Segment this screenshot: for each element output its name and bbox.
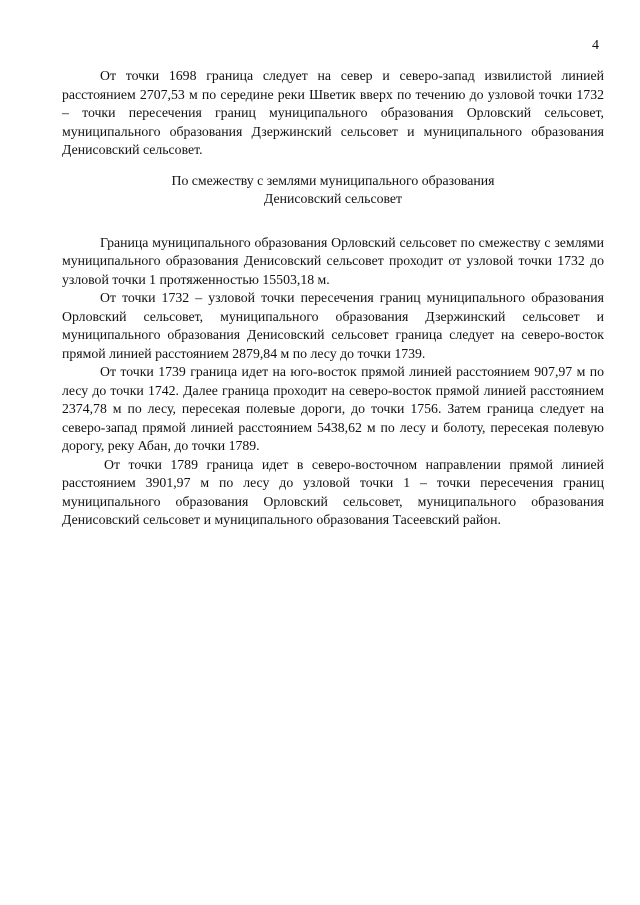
page-number: 4: [592, 38, 599, 53]
section-heading-line-1: По смежеству с землями муниципального образования: [171, 172, 495, 188]
section-paragraph-3: От точки 1739 граница идет на юго-восток прямой линией расстоянием 907,97 м по лесу до точки 1742. Далее граница проходит на северо-восток прямой линией расстоянием 2374,78 м по лесу, пересекая полевые дороги, до точки 1756. Затем граница следует на северо-запад прямой линией расстоянием 5438,62 м по лесу и болоту, пересекая полевую дорогу, реку Абан, до точки 1789.: [62, 364, 604, 453]
section-paragraph-4: От точки 1789 граница идет в северо-восточном направлении прямой линией расстоянием 3901,97 м по лесу до узловой точки 1 – точки пересечения границ муниципального образования Орловский сельсовет, муниципального образования Денисовский сельсовет и муниципального образования Тасеевский район.: [62, 456, 604, 527]
section-paragraph-2: От точки 1732 – узловой точки пересечения границ муниципального образования Орловский сельсовет, муниципального образования Дзержинский сельсовет и муниципального образования Денисовский сельсовет граница следует на северо-восток прямой линией расстоянием 2879,84 м по лесу до точки 1739.: [62, 290, 604, 361]
document-body: [62, 67, 604, 530]
section-heading-line-2: Денисовский сельсовет: [263, 191, 403, 206]
intro-paragraph: От точки 1698 граница следует на север и северо-запад извилистой линией расстоянием 2707,53 м по середине реки Шветик вверх по течению до узловой точки 1732 – точки пересечения границ муниципального образования Орловский сельсовет, муниципального образования Дзержинский сельсовет и муниципального образования Денисовский сельсовет.: [62, 68, 604, 157]
section-heading: [62, 172, 604, 209]
section-paragraph-1: Граница муниципального образования Орловский сельсовет по смежеству с землями муниципального образования Денисовский сельсовет проходит от узловой точки 1732 до узловой точки 1 протяженностью 15503,18 м.: [62, 234, 604, 287]
